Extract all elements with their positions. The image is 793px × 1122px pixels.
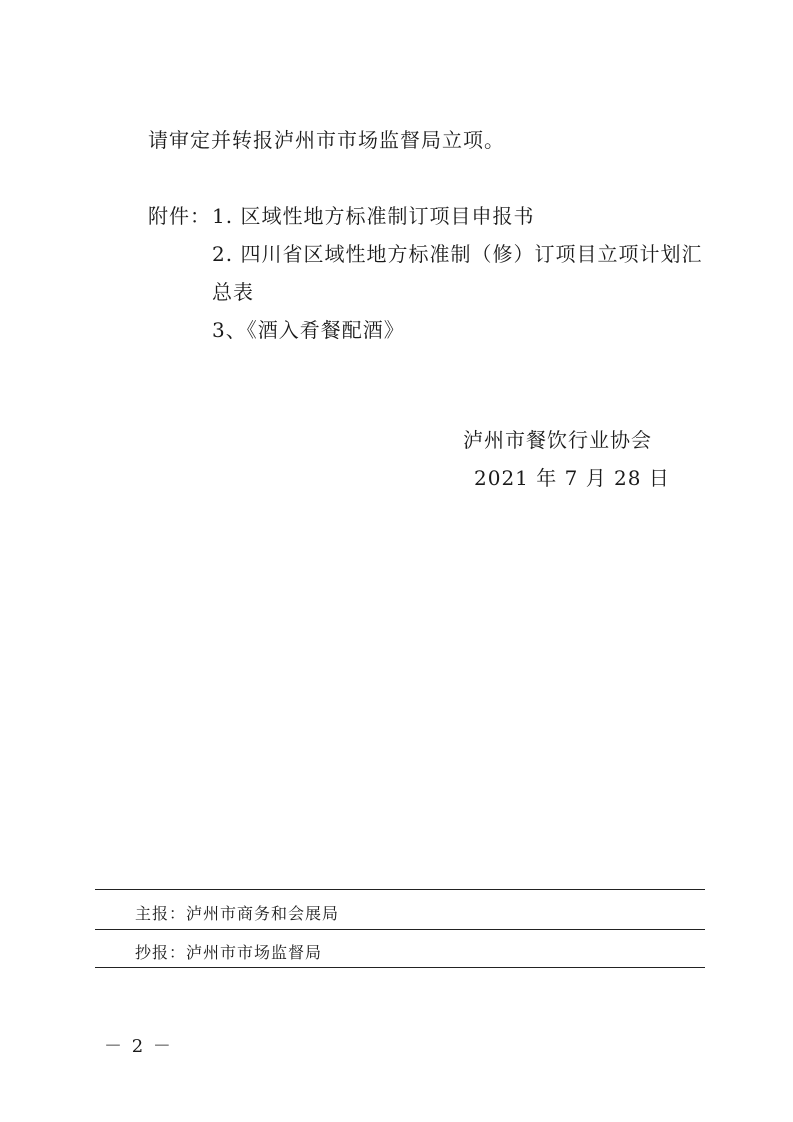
request-paragraph: 请审定并转报泸州市市场监督局立项。 bbox=[148, 128, 505, 152]
signature-organization: 泸州市餐饮行业协会 bbox=[463, 428, 652, 452]
distribution-bottom-rule bbox=[95, 967, 705, 968]
attachment-item-3: 3、《酒入肴餐配酒》 bbox=[212, 318, 405, 342]
signature-date: 2021 年 7 月 28 日 bbox=[474, 466, 670, 490]
page-number: － 2 － bbox=[104, 1036, 173, 1057]
attachments-label: 附件： bbox=[148, 204, 211, 228]
attachment-item-2: 2. 四川省区域性地方标准制（修）订项目立项计划汇 bbox=[212, 242, 703, 266]
main-report-line: 主报：泸州市商务和会展局 bbox=[135, 904, 340, 923]
attachment-item-2-continuation: 总表 bbox=[212, 280, 254, 304]
copy-report-line: 抄报：泸州市市场监督局 bbox=[135, 943, 323, 962]
distribution-middle-rule bbox=[95, 929, 705, 930]
attachment-item-1: 1. 区域性地方标准制订项目申报书 bbox=[212, 204, 535, 228]
distribution-top-rule bbox=[95, 889, 705, 890]
